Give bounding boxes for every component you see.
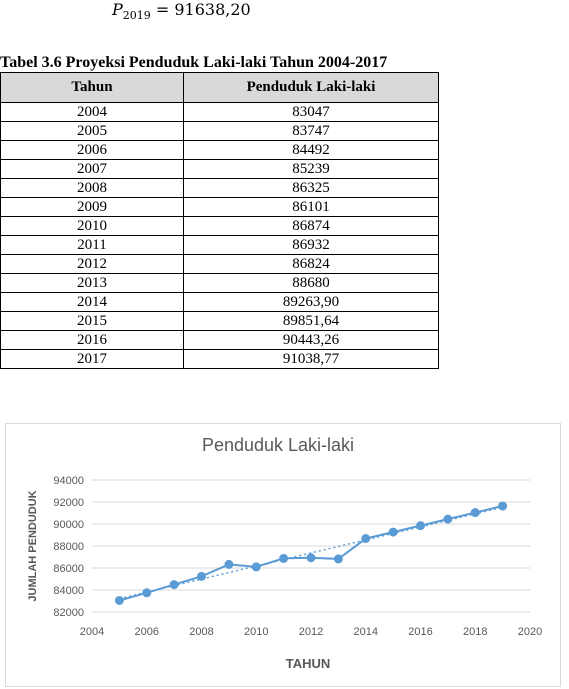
cell-population: 88680 — [184, 274, 439, 293]
table-row — [1, 217, 439, 236]
x-tick-label: 2006 — [134, 626, 159, 638]
table-row — [1, 141, 439, 160]
y-tick-label: 84000 — [53, 585, 84, 597]
data-point — [143, 589, 151, 597]
y-tick-label: 90000 — [53, 519, 84, 531]
table-row — [1, 255, 439, 274]
formula-p2019 — [112, 0, 251, 22]
table-row — [1, 293, 439, 312]
data-point — [198, 572, 206, 580]
x-tick-label: 2008 — [189, 626, 214, 638]
x-tick-label: 2020 — [517, 626, 543, 638]
x-tick-label: 2012 — [298, 626, 324, 638]
y-tick-label: 88000 — [53, 541, 84, 553]
cell-population: 86824 — [184, 255, 439, 274]
data-point — [444, 515, 452, 523]
x-axis-title: TAHUN — [285, 656, 331, 671]
table-row — [1, 350, 439, 369]
table-row — [1, 236, 439, 255]
cell-population: 85239 — [184, 160, 439, 179]
cell-population: 83747 — [184, 122, 439, 141]
cell-year: 2014 — [1, 293, 184, 312]
data-point — [471, 509, 479, 517]
data-point — [170, 581, 178, 589]
x-tick-label: 2014 — [353, 626, 378, 638]
cell-population: 90443,26 — [184, 331, 439, 350]
data-point — [362, 535, 370, 543]
cell-year: 2005 — [1, 122, 184, 141]
x-tick-label: 2016 — [408, 626, 433, 638]
x-tick-label: 2010 — [244, 626, 269, 638]
cell-year: 2011 — [1, 236, 184, 255]
y-axis-title: JUMLAH PENDUDUK — [27, 490, 39, 602]
cell-population: 86932 — [184, 236, 439, 255]
cell-year: 2015 — [1, 312, 184, 331]
cell-population: 83047 — [184, 103, 439, 122]
cell-population: 86101 — [184, 198, 439, 217]
cell-year: 2007 — [1, 160, 184, 179]
data-point — [417, 522, 425, 530]
x-tick-label: 2004 — [79, 626, 105, 638]
cell-year: 2016 — [1, 331, 184, 350]
header-tahun: Tahun — [1, 73, 184, 103]
cell-population: 86874 — [184, 217, 439, 236]
data-point — [252, 563, 260, 571]
data-point — [280, 554, 288, 562]
cell-population: 84492 — [184, 141, 439, 160]
table-caption: Tabel 3.6 Proyeksi Penduduk Laki-laki Tahun 2004-2017 — [0, 54, 388, 71]
y-tick-label: 86000 — [53, 563, 84, 575]
table-row — [1, 331, 439, 350]
y-tick-label: 82000 — [53, 607, 84, 619]
table-row — [1, 312, 439, 331]
cell-year: 2013 — [1, 274, 184, 293]
table-row — [1, 160, 439, 179]
table-row — [1, 198, 439, 217]
y-tick-label: 92000 — [53, 497, 84, 509]
header-penduduk: Penduduk Laki-laki — [184, 73, 439, 103]
table-header-row — [1, 73, 439, 103]
data-point — [115, 596, 123, 604]
population-table — [0, 72, 439, 369]
cell-year: 2017 — [1, 350, 184, 369]
cell-year: 2012 — [1, 255, 184, 274]
cell-year: 2008 — [1, 179, 184, 198]
chart-svg — [6, 424, 560, 686]
cell-population: 91038,77 — [184, 350, 439, 369]
data-point — [334, 555, 342, 563]
data-point — [499, 502, 507, 510]
table-row — [1, 274, 439, 293]
cell-year: 2004 — [1, 103, 184, 122]
x-tick-label: 2018 — [463, 626, 488, 638]
y-tick-label: 94000 — [53, 475, 84, 487]
cell-year: 2010 — [1, 217, 184, 236]
formula-subscript: 2019 — [122, 9, 151, 23]
cell-population: 89263,90 — [184, 293, 439, 312]
data-point — [389, 528, 397, 536]
population-chart — [5, 423, 561, 687]
cell-population: 86325 — [184, 179, 439, 198]
formula-symbol: P — [112, 0, 123, 19]
cell-year: 2009 — [1, 198, 184, 217]
cell-population: 89851,64 — [184, 312, 439, 331]
cell-year: 2006 — [1, 141, 184, 160]
chart-title: Penduduk Laki-laki — [201, 435, 355, 455]
table-row — [1, 122, 439, 141]
table-row — [1, 103, 439, 122]
data-point — [307, 554, 315, 562]
formula-result: = 91638,20 — [155, 0, 251, 19]
table-row — [1, 179, 439, 198]
data-point — [225, 560, 233, 568]
